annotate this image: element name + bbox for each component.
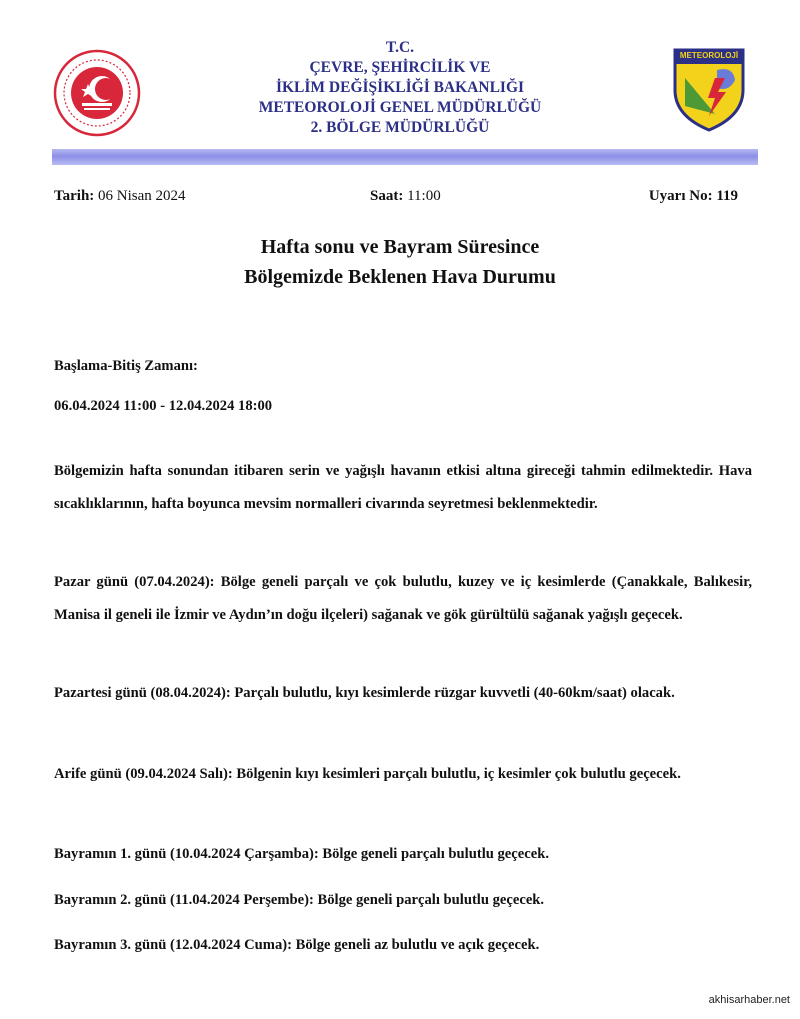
paragraph-holiday-day-2: Bayramın 2. günü (11.04.2024 Perşembe): Bölge geneli parçalı bulutlu geçecek. (54, 892, 545, 908)
paragraph-holiday-day-3: Bayramın 3. günü (12.04.2024 Cuma): Bölge geneli az bulutlu ve açık geçecek. (54, 937, 540, 953)
paragraph-sunday: Pazar günü (07.04.2024): Bölge geneli parçalı ve çok bulutlu, kuzey ve iç kesimlerde (Çanakkale, Balıkesir, Manisa il geneli ile İzmir ve Aydın’ın doğu ilçeleri) sağanak ve gök gürültülü sağanak yağışlı geçecek. (54, 574, 752, 623)
time-value: 11:00 (407, 188, 441, 204)
header-line-ministry-2: İKLİM DEĞİŞİKLİĞİ BAKANLIĞI (275, 79, 525, 96)
meta-row (54, 188, 738, 208)
header-line-tc: T.C. (385, 39, 415, 56)
document-title (100, 232, 700, 292)
date-label: Tarih: (54, 188, 95, 204)
time-label: Saat: (370, 188, 404, 204)
date-value: 06 Nisan 2024 (98, 188, 186, 204)
header-line-region: 2. BÖLGE MÜDÜRLÜĞÜ (310, 119, 490, 136)
time-field (370, 188, 441, 205)
header-line-ministry-1: ÇEVRE, ŞEHİRCİLİK VE (309, 59, 491, 76)
meteoroloji-logo-text: METEOROLOJİ (679, 51, 739, 60)
header-line-directorate: METEOROLOJİ GENEL MÜDÜRLÜĞÜ (258, 99, 542, 116)
header-divider-bar (52, 149, 758, 165)
watermark: akhisarhaber.net (708, 994, 790, 1006)
time-range-value: 06.04.2024 11:00 - 12.04.2024 18:00 (54, 398, 273, 414)
paragraph-eve: Arife günü (09.04.2024 Salı): Bölgenin kıyı kesimleri parçalı bulutlu, iç kesimler çok bulutlu geçecek. (54, 766, 681, 782)
paragraph-monday: Pazartesi günü (08.04.2024): Parçalı bulutlu, kıyı kesimlerde rüzgar kuvvetli (40-60km/saat) olacak. (54, 685, 675, 701)
title-line-2: Bölgemizde Beklenen Hava Durumu (244, 266, 556, 288)
warning-number: Uyarı No: 119 (648, 188, 738, 204)
header-title-block (190, 38, 610, 138)
ministry-logo (52, 48, 142, 138)
title-line-1: Hafta sonu ve Bayram Süresince (260, 236, 540, 258)
meteoroloji-logo (671, 44, 747, 134)
paragraph-intro: Bölgemizin hafta sonundan itibaren serin ve yağışlı havanın etkisi altına gireceği tahmin edilmektedir. Hava sıcaklıklarının, hafta boyunca mevsim normalleri civarında seyretmesi beklenmektedir. (54, 463, 752, 512)
date-field (54, 188, 186, 205)
paragraph-holiday-day-1: Bayramın 1. günü (10.04.2024 Çarşamba): Bölge geneli parçalı bulutlu geçecek. (54, 846, 549, 862)
time-range-label: Başlama-Bitiş Zamanı: (54, 358, 198, 374)
